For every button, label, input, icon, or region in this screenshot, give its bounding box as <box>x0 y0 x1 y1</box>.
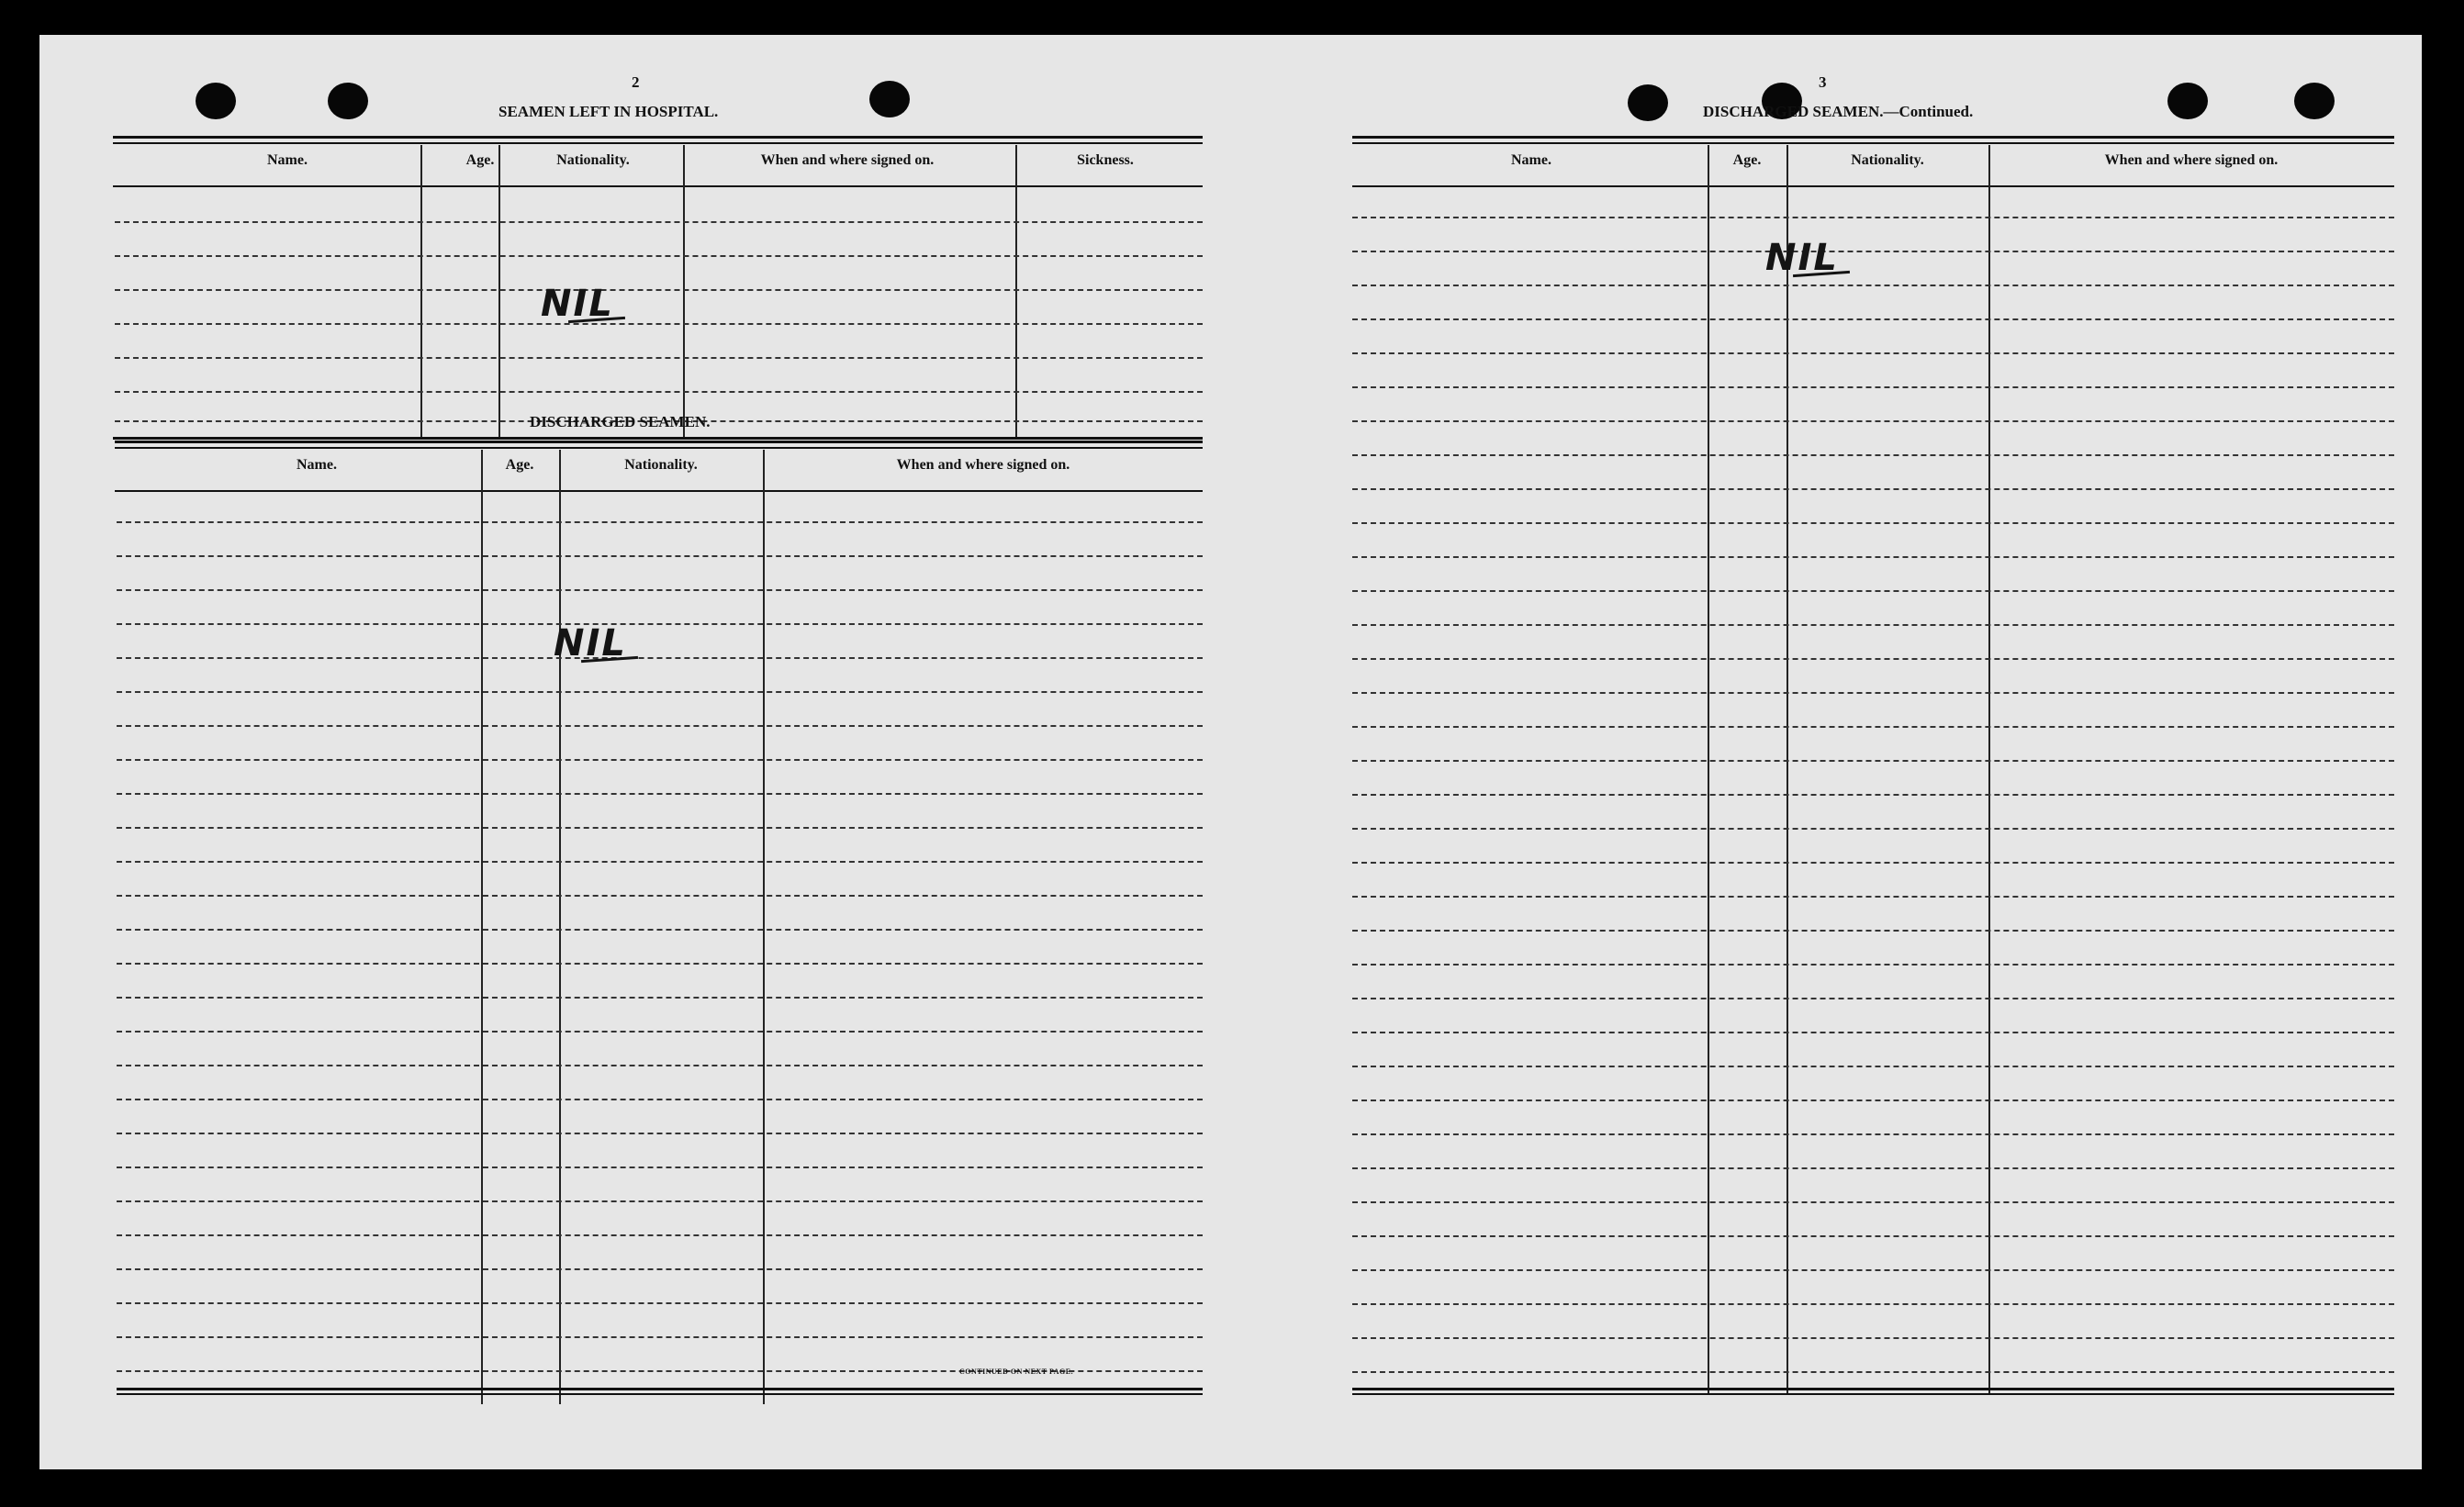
handwritten-entry: NIL <box>541 283 614 325</box>
continued-note: CONTINUED ON NEXT PAGE. <box>959 1367 1074 1376</box>
row-line <box>117 861 1203 863</box>
row-line <box>117 1133 1203 1134</box>
row-line <box>1352 726 2394 728</box>
row-line <box>1352 1133 2394 1135</box>
discharged-section-title: DISCHARGED SEAMEN. <box>530 413 711 430</box>
row-line <box>1352 624 2394 626</box>
row-line <box>1352 828 2394 830</box>
row-line <box>117 1065 1203 1066</box>
column-header-name: Name. <box>267 152 308 168</box>
row-line <box>117 1234 1203 1236</box>
table-top-rule <box>1352 142 2394 144</box>
document-sheet <box>39 35 2422 1469</box>
row-line <box>1352 964 2394 966</box>
table-top-rule <box>113 142 1203 144</box>
row-line <box>1352 1269 2394 1271</box>
column-header-name: Name. <box>297 457 337 473</box>
row-line <box>1352 1337 2394 1339</box>
row-line <box>1352 1100 2394 1101</box>
header-underline <box>115 490 1203 492</box>
column-header-signed-on: When and where signed on. <box>2104 152 2279 168</box>
column-header-age: Age. <box>505 457 534 473</box>
column-header-age: Age. <box>1732 152 1762 168</box>
table-bottom-rule <box>1352 1393 2394 1395</box>
table-top-rule <box>1352 136 2394 139</box>
column-divider <box>1015 145 1017 437</box>
row-line <box>1352 420 2394 422</box>
row-line <box>1352 794 2394 796</box>
row-line <box>117 725 1203 727</box>
row-line <box>1352 352 2394 354</box>
row-line <box>1352 386 2394 388</box>
row-line <box>1352 658 2394 660</box>
table-bottom-rule <box>117 1388 1203 1390</box>
row-line <box>1352 1066 2394 1067</box>
row-line <box>115 221 1203 223</box>
column-divider <box>559 450 561 1404</box>
row-line <box>1352 590 2394 592</box>
row-line <box>117 1031 1203 1033</box>
row-line <box>1352 556 2394 558</box>
row-line <box>117 1200 1203 1202</box>
table-top-rule <box>115 441 1203 443</box>
column-header-signed-on: When and where signed on. <box>760 152 935 168</box>
row-line <box>1352 1371 2394 1373</box>
row-line <box>117 589 1203 591</box>
column-divider <box>498 145 500 437</box>
column-header-nationality: Nationality. <box>556 152 630 168</box>
column-divider <box>763 450 765 1404</box>
section-separator <box>113 437 1203 440</box>
row-line <box>1352 251 2394 252</box>
row-line <box>1352 454 2394 456</box>
row-line <box>117 929 1203 931</box>
row-line <box>115 255 1203 257</box>
row-line <box>117 963 1203 965</box>
column-header-nationality: Nationality. <box>624 457 698 473</box>
row-line <box>117 759 1203 761</box>
table-bottom-rule <box>117 1393 1203 1395</box>
column-header-age: Age. <box>465 152 495 168</box>
header-underline <box>1352 185 2394 187</box>
row-line <box>115 289 1203 291</box>
column-divider <box>1708 145 1709 1393</box>
row-line <box>117 657 1203 659</box>
left-page <box>39 35 1224 1469</box>
row-line <box>117 793 1203 795</box>
page-number: 2 <box>632 73 640 91</box>
row-line <box>1352 1303 2394 1305</box>
column-divider <box>420 145 422 437</box>
column-divider <box>1786 145 1788 1393</box>
row-line <box>117 827 1203 829</box>
row-line <box>117 521 1203 523</box>
row-line <box>1352 1201 2394 1203</box>
row-line <box>1352 522 2394 524</box>
row-line <box>117 1167 1203 1168</box>
column-header-name: Name. <box>1511 152 1551 168</box>
row-line <box>1352 285 2394 286</box>
row-line <box>1352 760 2394 762</box>
row-line <box>117 691 1203 693</box>
page-number: 3 <box>1819 73 1827 91</box>
row-line <box>115 357 1203 359</box>
row-line <box>1352 1032 2394 1033</box>
table-top-rule <box>113 136 1203 139</box>
row-line <box>1352 692 2394 694</box>
row-line <box>117 623 1203 625</box>
row-line <box>117 1336 1203 1338</box>
handwritten-entry: NIL <box>554 622 627 664</box>
row-line <box>1352 896 2394 898</box>
row-line <box>117 1268 1203 1270</box>
hospital-section-title: SEAMEN LEFT IN HOSPITAL. <box>498 103 719 120</box>
table-bottom-rule <box>1352 1388 2394 1390</box>
row-line <box>1352 1167 2394 1169</box>
right-page <box>1251 35 2422 1469</box>
row-line <box>117 1099 1203 1100</box>
row-line <box>1352 998 2394 999</box>
row-line <box>115 391 1203 393</box>
column-divider <box>1988 145 1990 1393</box>
column-divider <box>481 450 483 1404</box>
row-line <box>1352 1235 2394 1237</box>
row-line <box>1352 862 2394 864</box>
header-underline <box>113 185 1203 187</box>
row-line <box>117 555 1203 557</box>
row-line <box>117 997 1203 999</box>
row-line <box>1352 930 2394 932</box>
row-line <box>115 323 1203 325</box>
row-line <box>117 1302 1203 1304</box>
row-line <box>117 895 1203 897</box>
column-divider <box>683 145 685 437</box>
table-top-rule <box>115 447 1203 449</box>
column-header-sickness: Sickness. <box>1077 152 1134 168</box>
row-line <box>1352 318 2394 320</box>
column-header-signed-on: When and where signed on. <box>896 457 1070 473</box>
row-line <box>1352 488 2394 490</box>
row-line <box>1352 217 2394 218</box>
discharged-continued-title: DISCHARGED SEAMEN.—Continued. <box>1703 103 1974 120</box>
handwritten-entry: NIL <box>1765 237 1839 279</box>
column-header-nationality: Nationality. <box>1851 152 1924 168</box>
